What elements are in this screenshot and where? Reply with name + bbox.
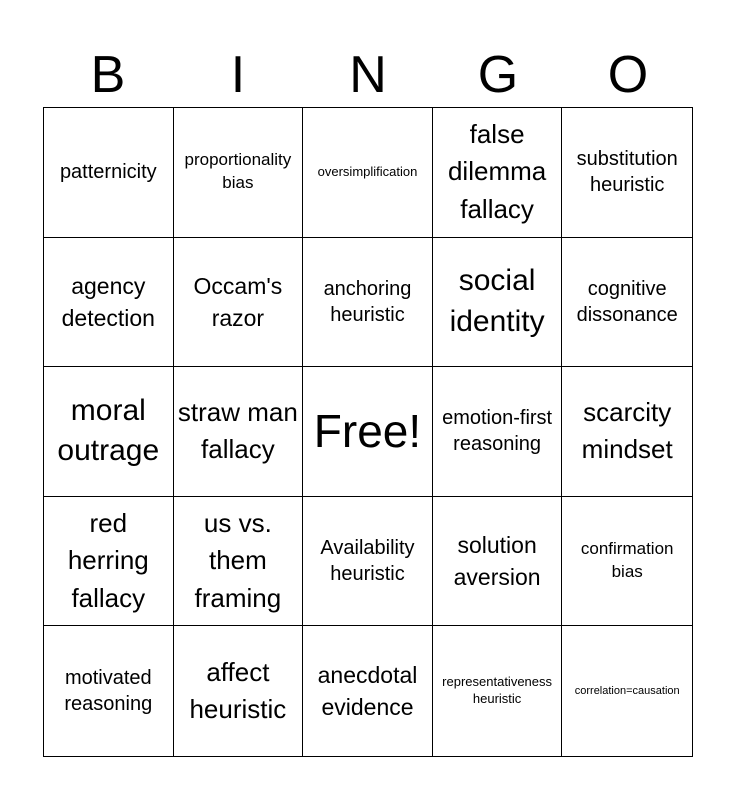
bingo-cell[interactable] [174,497,304,627]
free-space-cell[interactable] [303,367,433,497]
bingo-cell[interactable] [174,238,304,368]
header-letter-n: N [349,46,387,104]
cell-label: substitution heuristic [576,148,678,197]
bingo-grid [43,107,693,757]
cell-label: straw man fallacy [177,396,298,465]
free-space-label: Free! [313,404,422,457]
bingo-cell[interactable] [174,626,304,756]
cell-label: red herring fallacy [67,507,149,613]
bingo-cell[interactable] [433,626,563,756]
header-letter-g: G [477,46,519,104]
cell-label: oversimplification [317,163,418,179]
bingo-cell[interactable] [562,238,692,368]
cell-label: representativeness heuristic [442,674,553,707]
cell-label: affect heuristic [189,656,287,725]
bingo-cell[interactable] [303,238,433,368]
cell-label: moral outrage [57,393,160,468]
bingo-cell[interactable] [44,108,174,238]
bingo-cell[interactable] [433,108,563,238]
bingo-cell[interactable] [174,367,304,497]
bingo-cell[interactable] [433,497,563,627]
cell-label: motivated reasoning [64,667,153,716]
header-letter-o: O [607,46,649,104]
cell-label: anecdotal evidence [317,662,418,721]
header-letter-i: I [230,46,246,104]
bingo-cell[interactable] [303,497,433,627]
bingo-cell[interactable] [562,626,692,756]
bingo-cell[interactable] [562,497,692,627]
bingo-cell[interactable] [303,108,433,238]
bingo-cell[interactable] [303,626,433,756]
bingo-cell[interactable] [174,108,304,238]
bingo-cell[interactable] [44,497,174,627]
cell-label: scarcity mindset [581,396,673,465]
cell-label: correlation=causation [574,685,680,698]
cell-label: false dilemma fallacy [447,118,547,225]
bingo-cell[interactable] [562,108,692,238]
cell-label: Occam's razor [193,272,283,331]
cell-label: solution aversion [453,531,541,591]
bingo-cell[interactable] [562,367,692,497]
header-letter-b: B [90,46,126,104]
cell-label: cognitive dissonance [576,277,678,326]
cell-label: patternicity [59,161,157,184]
cell-label: agency detection [61,272,155,331]
bingo-cell[interactable] [44,367,174,497]
bingo-header [43,44,693,106]
cell-label: anchoring heuristic [323,277,412,326]
bingo-cell[interactable] [433,238,563,368]
cell-label: us vs. them framing [194,507,282,613]
bingo-cell[interactable] [44,626,174,756]
cell-label: Availability heuristic [320,537,415,586]
cell-label: emotion-first reasoning [442,407,553,456]
bingo-cell[interactable] [433,367,563,497]
cell-label: proportionality bias [184,150,292,193]
cell-label: social identity [449,264,545,338]
bingo-cell[interactable] [44,238,174,368]
cell-label: confirmation bias [580,539,674,582]
